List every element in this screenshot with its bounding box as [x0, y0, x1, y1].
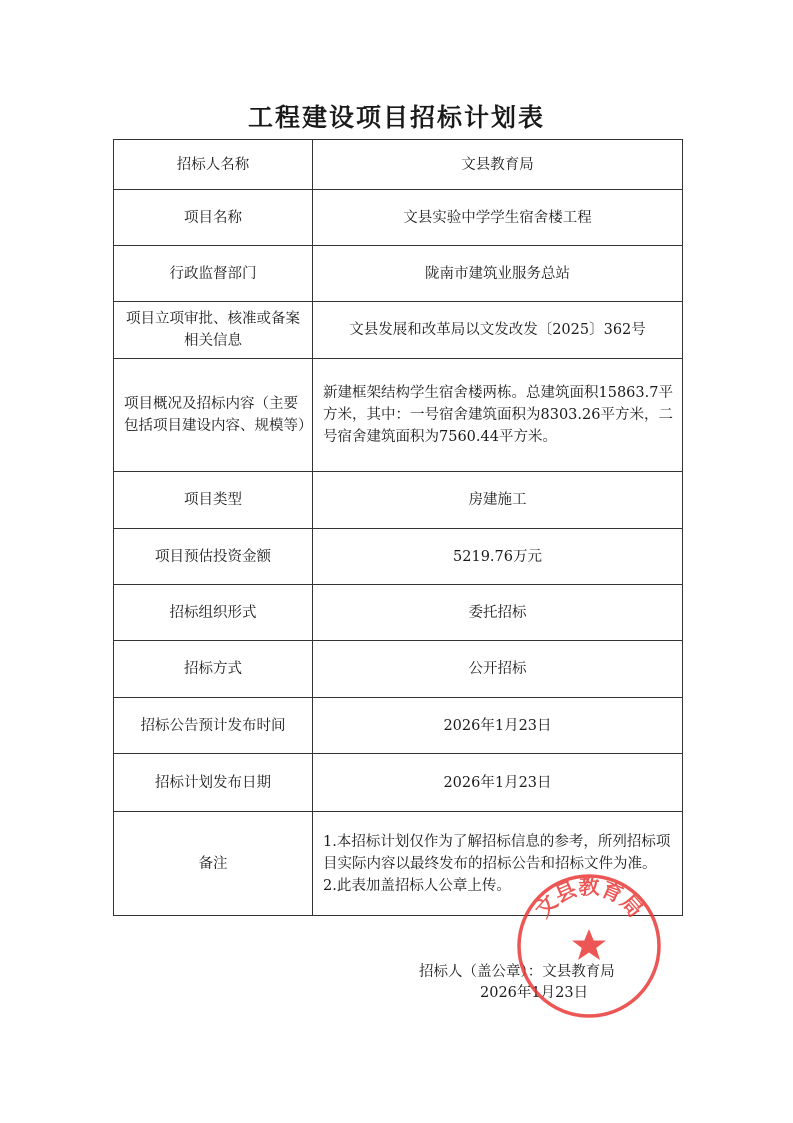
row-label: 招标公告预计发布时间	[114, 698, 313, 754]
table-row	[114, 359, 683, 472]
signature-line: 招标人（盖公章）：文县教育局	[419, 964, 615, 980]
row-label: 项目概况及招标内容（主要包括项目建设内容、规模等）	[114, 359, 313, 472]
row-label: 项目预估投资金额	[114, 529, 313, 585]
official-seal	[516, 873, 662, 1019]
table-row	[114, 302, 683, 359]
row-value: 委托招标	[313, 585, 683, 641]
table-row	[114, 641, 683, 698]
table-row	[114, 698, 683, 754]
row-value: 公开招标	[313, 641, 683, 698]
bidding-plan-table	[113, 139, 683, 916]
row-label: 项目名称	[114, 190, 313, 246]
table-row	[114, 754, 683, 812]
row-value: 2026年1月23日	[313, 698, 683, 754]
table-row	[114, 140, 683, 190]
row-label: 招标方式	[114, 641, 313, 698]
table-row	[114, 246, 683, 302]
row-value: 陇南市建筑业服务总站	[313, 246, 683, 302]
seal-text: 文县教育局	[530, 875, 648, 923]
document-title: 工程建设项目招标计划表	[247, 103, 545, 132]
row-value: 房建施工	[313, 472, 683, 529]
row-value: 文县教育局	[313, 140, 683, 190]
row-label: 招标计划发布日期	[114, 754, 313, 812]
row-label: 项目立项审批、核准或备案相关信息	[114, 302, 313, 359]
row-value: 2026年1月23日	[313, 754, 683, 812]
row-value: 文县实验中学学生宿舍楼工程	[313, 190, 683, 246]
row-value: 新建框架结构学生宿舍楼两栋。总建筑面积15863.7平方米，其中：一号宿舍建筑面积为8303.26平方米，二号宿舍建筑面积为7560.44平方米。	[313, 359, 683, 472]
row-label: 招标人名称	[114, 140, 313, 190]
table-row	[114, 585, 683, 641]
row-label: 招标组织形式	[114, 585, 313, 641]
table-row	[114, 529, 683, 585]
row-label: 项目类型	[114, 472, 313, 529]
table-row	[114, 190, 683, 246]
table-row	[114, 472, 683, 529]
row-label: 行政监督部门	[114, 246, 313, 302]
date-line: 2026年1月23日	[480, 985, 589, 1001]
row-label: 备注	[114, 812, 313, 916]
row-value: 文县发展和改革局以文发改发〔2025〕362号	[313, 302, 683, 359]
seal-star-icon	[572, 929, 606, 960]
row-value: 5219.76万元	[313, 529, 683, 585]
remarks-text: 1.本招标计划仅作为了解招标信息的参考，所列招标项目实际内容以最终发布的招标公告和招标文件为准。 2.此表加盖招标人公章上传。	[323, 833, 671, 894]
